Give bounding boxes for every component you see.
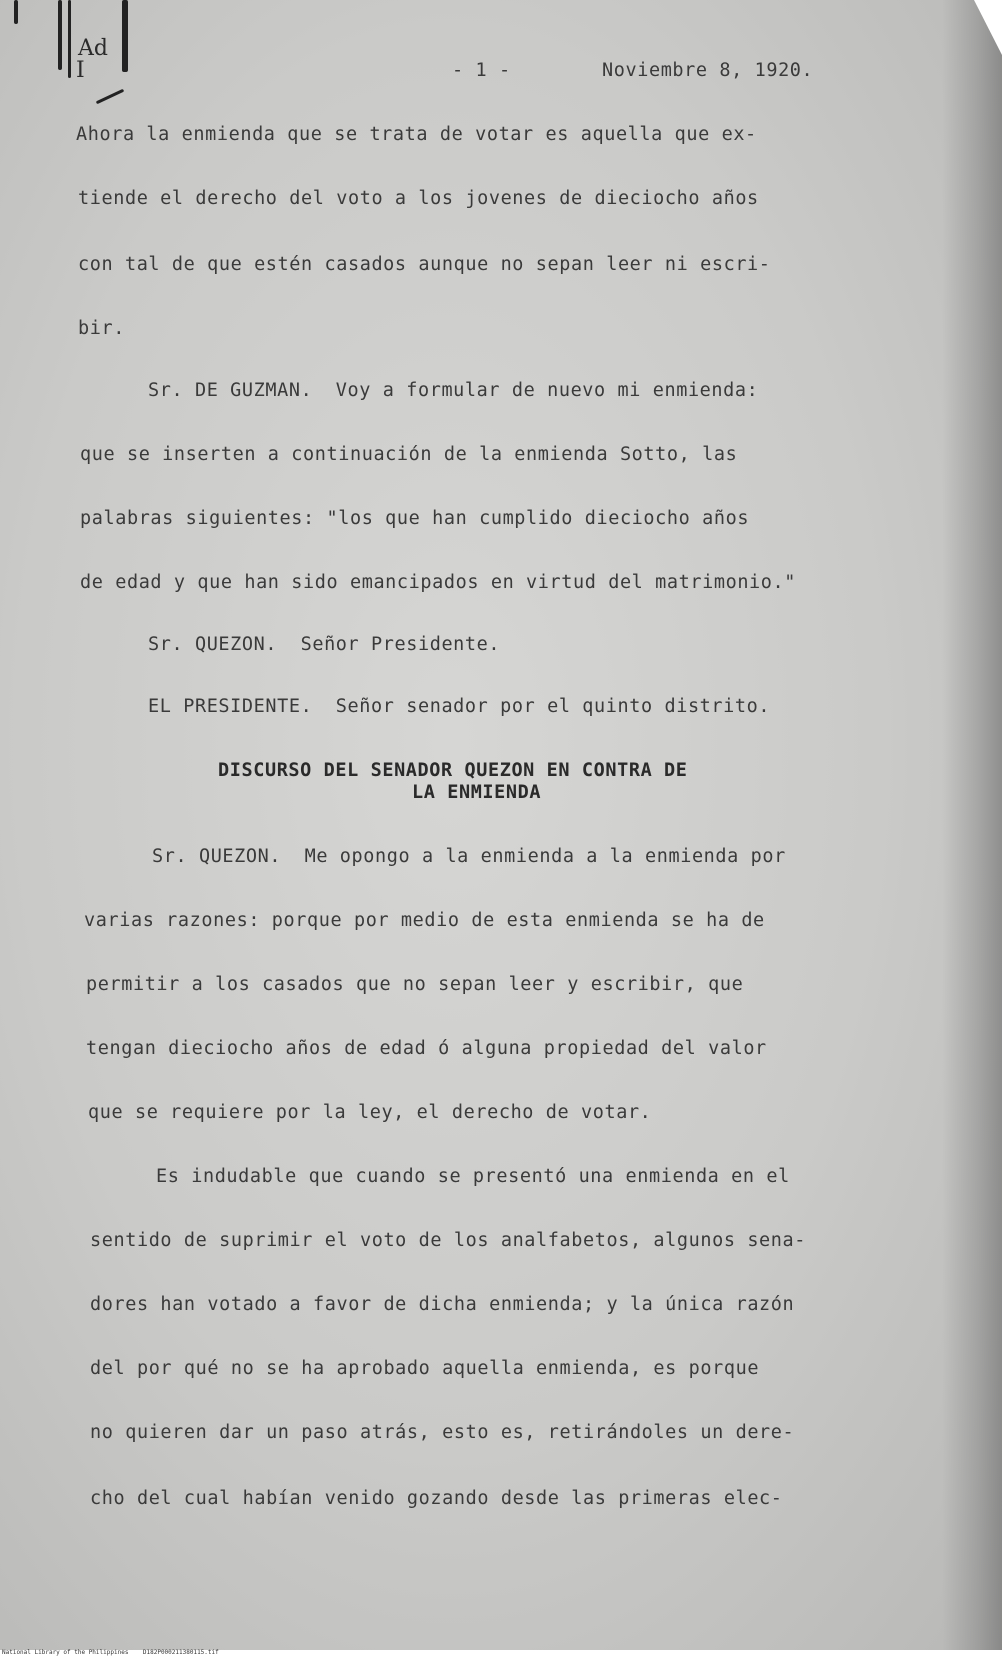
text-line: del por qué no se ha aprobado aquella enmienda, es porque [90, 1358, 760, 1379]
page-shadow [942, 0, 1002, 1650]
ink-stroke [68, 0, 71, 78]
text-line: tiende el derecho del voto a los jovenes de dieciocho años [78, 188, 759, 209]
text-line: no quieren dar un paso atrás, esto es, retirándoles un dere- [90, 1422, 795, 1443]
page-number: - 1 - [452, 60, 511, 81]
text-line: dores han votado a favor de dicha enmienda; y la única razón [90, 1294, 795, 1315]
section-heading: LA ENMIENDA [412, 782, 542, 803]
corner-mark-bottom: I [76, 58, 85, 83]
text-line: permitir a los casados que no sepan leer y escribir, que [86, 974, 744, 995]
text-line: Ahora la enmienda que se trata de votar es aquella que ex- [76, 124, 757, 145]
document-date: Noviembre 8, 1920. [602, 60, 814, 81]
speaker-line: Sr. QUEZON. Me opongo a la enmienda a la enmienda por [152, 846, 786, 867]
folded-corner [974, 0, 1002, 55]
text-line: con tal de que estén casados aunque no sepan leer ni escri- [78, 254, 771, 275]
speaker-line: Sr. DE GUZMAN. Voy a formular de nuevo mi enmienda: [148, 380, 759, 401]
ink-stroke [122, 0, 128, 72]
ink-stroke [96, 89, 124, 104]
text-line: Es indudable que cuando se presentó una enmienda en el [156, 1166, 790, 1187]
text-line: sentido de suprimir el voto de los analfabetos, algunos sena- [90, 1230, 807, 1251]
text-line: que se inserten a continuación de la enmienda Sotto, las [80, 444, 738, 465]
text-line: varias razones: porque por medio de esta enmienda se ha de [84, 910, 765, 931]
section-heading: DISCURSO DEL SENADOR QUEZON EN CONTRA DE [218, 760, 688, 781]
ink-stroke [14, 0, 18, 24]
corner-mark-top: Ad [78, 36, 108, 61]
margin-annotation [0, 0, 150, 115]
text-line: cho del cual habían venido gozando desde las primeras elec- [90, 1488, 783, 1509]
speaker-line: Sr. QUEZON. Señor Presidente. [148, 634, 501, 655]
speaker-line: EL PRESIDENTE. Señor senador por el quinto distrito. [148, 696, 771, 717]
text-line: tengan dieciocho años de edad ó alguna propiedad del valor [86, 1038, 767, 1059]
text-line: palabras siguientes: "los que han cumplido dieciocho años [80, 508, 750, 529]
text-line: de edad y que han sido emancipados en virtud del matrimonio." [80, 572, 797, 593]
ink-stroke [58, 0, 62, 70]
text-line: que se requiere por la ley, el derecho de votar. [88, 1102, 652, 1123]
footer-caption: National Library of the Philippines D182P000211380115.tif [2, 1649, 219, 1656]
text-line: bir. [78, 318, 125, 339]
